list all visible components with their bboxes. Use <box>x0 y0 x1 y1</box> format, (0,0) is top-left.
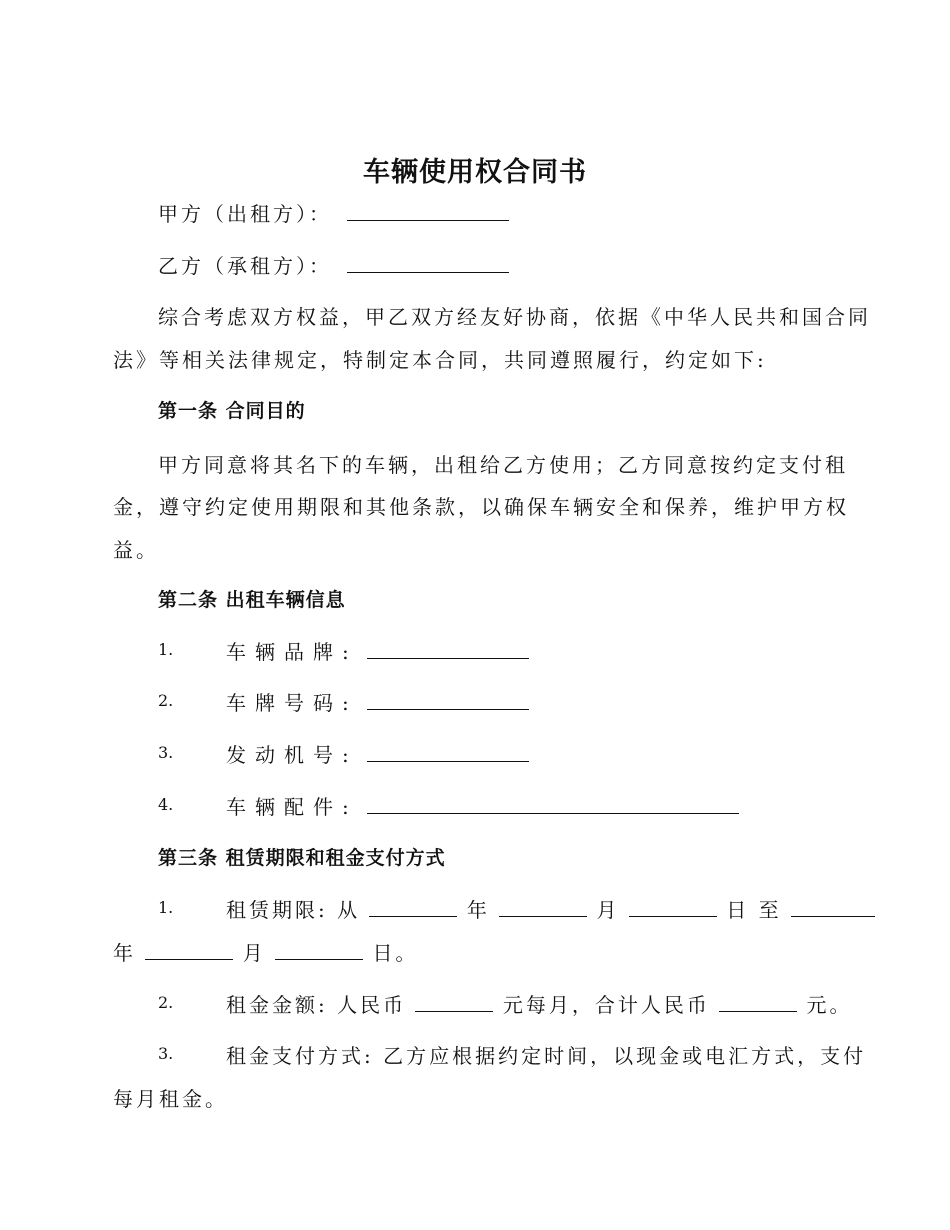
article-2-heading: 第二条 出租车辆信息 <box>158 589 346 611</box>
lease-term-row-2 <box>113 937 418 966</box>
plate-number-row <box>226 687 529 716</box>
vehicle-brand-row <box>226 636 529 665</box>
year-label: 年 <box>466 898 490 922</box>
vehicle-item-number: 1. <box>158 640 174 659</box>
end-day-blank[interactable] <box>275 958 363 960</box>
rent-amount-label: 租金金额: 人民币 <box>226 993 407 1017</box>
party-a-label: 甲方（出租方）： <box>158 202 332 226</box>
intro-line-1: 综合考虑双方权益，甲乙双方经友好协商，依据《中华人民共和国合同 <box>158 305 871 329</box>
month-label: 月 <box>242 941 266 965</box>
plate-number-blank[interactable] <box>367 708 529 710</box>
vehicle-item-number: 2. <box>158 691 174 710</box>
start-day-blank[interactable] <box>629 915 717 917</box>
lease-item-number: 2. <box>158 993 174 1012</box>
party-a-blank[interactable] <box>347 219 509 221</box>
yuan-label: 元。 <box>806 993 853 1017</box>
start-year-blank[interactable] <box>369 915 457 917</box>
accessories-row <box>226 791 739 820</box>
engine-number-row <box>226 739 529 768</box>
year-label: 年 <box>113 941 136 965</box>
monthly-rent-blank[interactable] <box>415 1010 493 1012</box>
lease-item-number: 3. <box>158 1044 174 1063</box>
payment-method-line-2: 每月租金。 <box>113 1087 228 1111</box>
article-1-heading: 第一条 合同目的 <box>158 400 306 422</box>
start-month-blank[interactable] <box>499 915 587 917</box>
per-month-label: 元每月，合计人民币 <box>502 993 710 1017</box>
article-1-line-1: 甲方同意将其名下的车辆，出租给乙方使用；乙方同意按约定支付租 <box>158 453 848 477</box>
article-1-line-2: 金，遵守约定使用期限和其他条款，以确保车辆安全和保养，维护甲方权 <box>113 495 849 519</box>
article-3-heading: 第三条 租赁期限和租金支付方式 <box>158 847 446 869</box>
accessories-label: 车辆配件: <box>226 795 358 819</box>
engine-number-label: 发动机号: <box>226 743 358 767</box>
party-b-blank[interactable] <box>347 271 509 273</box>
end-month-blank[interactable] <box>145 958 233 960</box>
vehicle-item-number: 3. <box>158 743 174 762</box>
lease-item-number: 1. <box>158 898 174 917</box>
lease-term-row <box>226 894 875 923</box>
engine-number-blank[interactable] <box>367 760 529 762</box>
document-title: 车辆使用权合同书 <box>363 157 587 188</box>
party-a-row <box>158 198 509 227</box>
total-rent-blank[interactable] <box>719 1010 797 1012</box>
vehicle-brand-label: 车辆品牌: <box>226 640 358 664</box>
accessories-blank[interactable] <box>367 812 739 814</box>
party-b-row <box>158 250 509 279</box>
vehicle-brand-blank[interactable] <box>367 657 529 659</box>
month-label: 月 <box>596 898 620 922</box>
rent-amount-row <box>226 989 853 1018</box>
lease-term-label: 租赁期限: 从 <box>226 898 361 922</box>
plate-number-label: 车牌号码: <box>226 691 358 715</box>
day-end-label: 日。 <box>372 941 419 965</box>
article-1-line-3: 益。 <box>113 538 159 562</box>
intro-line-2: 法》等相关法律规定，特制定本合同，共同遵照履行，约定如下: <box>113 348 767 372</box>
end-year-blank[interactable] <box>791 915 875 917</box>
payment-method-line-1: 租金支付方式: 乙方应根据约定时间，以现金或电汇方式，支付 <box>226 1044 867 1068</box>
vehicle-item-number: 4. <box>158 795 174 814</box>
party-b-label: 乙方（承租方）： <box>158 254 332 278</box>
day-to-label: 日 至 <box>726 898 782 922</box>
